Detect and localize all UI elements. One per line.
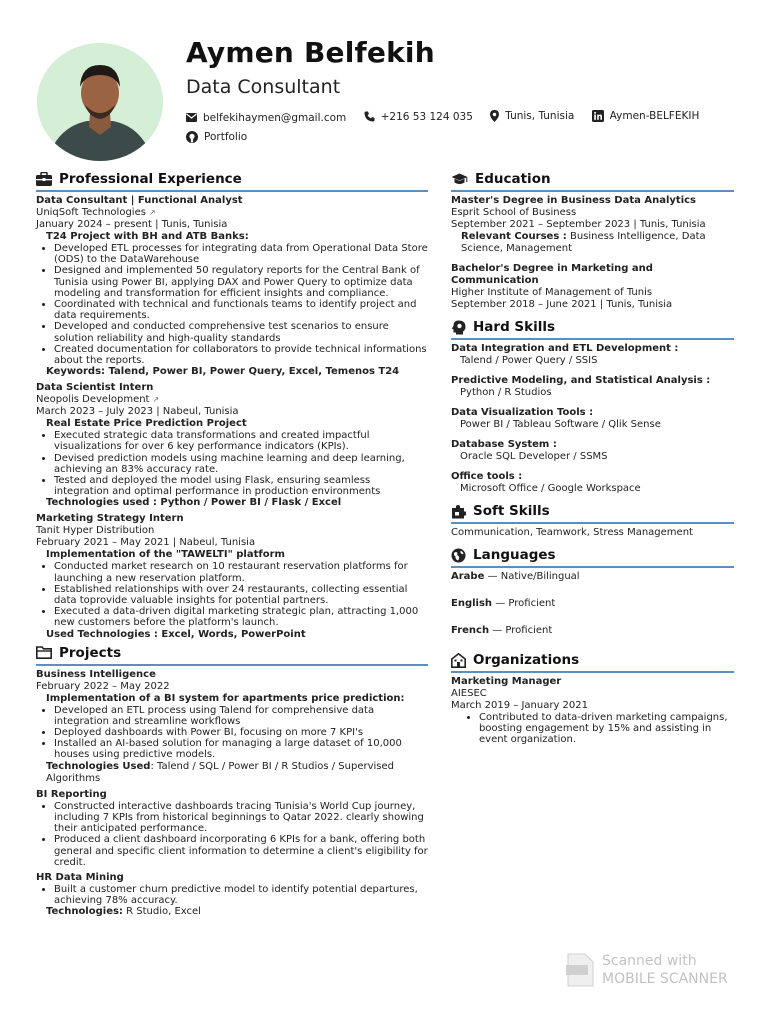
list-item: • Conducted market research on 10 restaurant reservation platforms for launching a new reservation platform.: [54, 561, 428, 583]
project-subtitle: Implementation of a BI system for apartments price prediction:: [46, 692, 405, 704]
project-name: HR Data Mining: [36, 871, 124, 883]
education-section-title: Education: [451, 171, 734, 192]
courses-line: Relevant Courses : Business Intelligence, Data Science, Management: [461, 231, 706, 254]
github-icon: [186, 131, 198, 143]
list-item: • Executed strategic data transformations and created impactful visualizations for over 6 key performance indicators (KPIs).: [54, 430, 428, 452]
school-name: Esprit School of Business: [451, 207, 577, 218]
list-item: • Contributed to data-driven marketing campaigns, boosting engagement by 15% and assisting in event organization.: [479, 712, 734, 746]
projects-section-title: Projects: [36, 645, 428, 666]
job-title: Data Consultant | Functional Analyst: [36, 195, 243, 206]
watermark-line2: MOBILE SCANNER: [602, 971, 728, 987]
company-name: Neopolis Development: [36, 394, 150, 406]
list-item: • Designed and implemented 50 regulatory reports for the Central Bank of Tunisia using Power BI, applying DAX and Power Query to optimize data modeling and transformation for efficient insights and compliance.: [54, 265, 428, 299]
left-column: [36, 171, 428, 918]
skill-category: Database System :: [451, 439, 557, 450]
project-title: Implementation of the "TAWELTI" platform: [46, 549, 285, 561]
list-item: • Built a customer churn predictive model to identify potential departures, achieving 78% accuracy.: [54, 884, 428, 906]
experience-entry: [36, 513, 428, 640]
job-date: January 2024 – present | Tunis, Tunisia: [36, 219, 228, 230]
skill-category: Data Visualization Tools :: [451, 407, 594, 418]
portfolio-link[interactable]: [186, 131, 247, 143]
org-date: March 2019 – January 2021: [451, 700, 589, 711]
project-title: T24 Project with BH and ATB Banks:: [46, 231, 249, 242]
bullet-list: [36, 884, 428, 906]
bullet-list: [461, 712, 734, 746]
location-text: Tunis, Tunisia: [505, 110, 575, 122]
project-entry: [36, 669, 428, 785]
language-item: French — Proficient: [451, 625, 553, 636]
company-name: Tanit Hyper Distribution: [36, 525, 155, 537]
mail-icon: [186, 113, 197, 122]
bullet-list: [36, 705, 428, 761]
skill-tools: Python / R Studios: [460, 387, 552, 398]
location-pin-icon: [490, 110, 499, 122]
keywords-line: Keywords: Talend, Power BI, Power Query, Excel, Temenos T24: [46, 366, 400, 378]
puzzle-icon: [451, 504, 466, 519]
list-item: • Created documentation for collaborators to provide technical informations about the reports.: [54, 344, 428, 366]
list-item: • Coordinated with technical and functionals teams to identify project and data requirements.: [54, 299, 428, 321]
graduation-cap-icon: [451, 173, 468, 186]
job-title: Data Scientist Intern: [36, 382, 154, 394]
skill-tools: Microsoft Office / Google Workspace: [460, 483, 641, 494]
job-title: Marketing Strategy Intern: [36, 513, 184, 525]
candidate-name: Aymen Belfekih: [186, 36, 435, 69]
list-item: • Developed and conducted comprehensive test scenarios to ensure solution reliability and high-quality standards: [54, 321, 428, 343]
list-item: • Installed an AI-based solution for managing a large dataset of 10,000 houses using predictive models.: [54, 738, 428, 760]
bullet-list: [36, 801, 428, 868]
list-item: • Devised prediction models using machine learning and deep learning, achieving an 83% accuracy rate.: [54, 453, 428, 475]
external-link-icon[interactable]: ↗: [152, 395, 160, 405]
experience-section-title: Professional Experience: [36, 171, 428, 192]
linkedin-link[interactable]: [592, 110, 700, 122]
keywords-line: Technologies used : Python / Power BI / Flask / Excel: [46, 497, 342, 509]
watermark-line1: Scanned with: [602, 953, 697, 969]
bullet-list: [36, 561, 428, 628]
project-name: Business Intelligence: [36, 668, 156, 680]
education-date: September 2018 – June 2021 | Tunis, Tunisia: [451, 299, 673, 310]
list-item: • Established relationships with over 24 restaurants, collecting essential data toprovide valuable insights for potential partners.: [54, 584, 428, 606]
skill-category: Predictive Modeling, and Statistical Analysis :: [451, 375, 711, 386]
keywords-line: Used Technologies : Excel, Words, PowerPoint: [46, 628, 306, 640]
technologies-line: Technologies Used: Talend / SQL / Power BI / R Studios / Supervised Algorithms: [46, 760, 394, 784]
phone-text: +216 53 124 035: [380, 110, 473, 123]
briefcase-icon: [36, 172, 52, 186]
scanner-watermark: [566, 952, 728, 988]
list-item: • Tested and deployed the model using Flask, ensuring seamless integration and optimal performance in production environments: [54, 475, 428, 497]
right-column: [451, 171, 734, 746]
education-date: September 2021 – September 2023 | Tunis, Tunisia: [451, 219, 706, 230]
location-item: [490, 110, 574, 122]
contact-row: [186, 110, 713, 125]
list-item: • Constructed interactive dashboards tracing Tunisia's World Cup journey, including 7 KPIs from historical beginnings to Qatar 2022. clearly showing their anticipated performance.: [54, 801, 428, 835]
list-item: • Executed a data-driven digital marketing strategic plan, attracting 1,000 new customers before the platform's launch.: [54, 606, 428, 628]
project-date: February 2022 – May 2022: [36, 680, 170, 692]
skill-category: Office tools :: [451, 471, 523, 482]
linkedin-icon: [592, 110, 604, 122]
org-name: AIESEC: [451, 688, 487, 699]
school-name: Higher Institute of Management of Tunis: [451, 287, 653, 298]
language-item: Arabe — Native/Bilingual: [451, 571, 580, 582]
project-entry: [36, 789, 428, 868]
list-item: • Developed ETL processes for integrating data from Operational Data Store (ODS) to the DataWarehouse: [54, 243, 428, 265]
skill-group: [451, 343, 734, 367]
company-name: UniqSoft Technologies: [36, 207, 146, 218]
degree-title: Bachelor's Degree in Marketing and Communication: [451, 263, 653, 286]
soft-skills-section-title: Soft Skills: [451, 503, 734, 524]
skill-category: Data Integration and ETL Development :: [451, 343, 679, 354]
project-name: BI Reporting: [36, 788, 107, 800]
brain-icon: [451, 320, 466, 335]
project-title: Real Estate Price Prediction Project: [46, 418, 247, 430]
org-role: Marketing Manager: [451, 676, 562, 687]
degree-title: Master's Degree in Business Data Analytics: [451, 195, 696, 206]
bullet-list: [36, 243, 428, 366]
email-link[interactable]: [186, 112, 346, 124]
technologies-line: Technologies: R Studio, Excel: [46, 906, 201, 918]
experience-entry: [36, 382, 428, 509]
external-link-icon[interactable]: ↗: [148, 208, 156, 217]
skill-tools: Oracle SQL Developer / SSMS: [460, 451, 608, 462]
skill-tools: Talend / Power Query / SSIS: [460, 355, 598, 366]
list-item: • Produced a client dashboard incorporating 6 KPIs for a bank, offering both general and specific client information to determine a client's eligibility for credit.: [54, 834, 428, 868]
language-item: English — Proficient: [451, 598, 556, 609]
portfolio-text: Portfolio: [204, 131, 248, 143]
skill-group: [451, 439, 734, 463]
building-icon: [451, 653, 466, 668]
phone-link[interactable]: [364, 111, 473, 123]
project-entry: [36, 872, 428, 918]
languages-section-title: Languages: [451, 547, 734, 568]
folder-icon: [36, 646, 52, 659]
skill-tools: Power BI / Tableau Software / Qlik Sense: [460, 419, 661, 430]
email-text: belfekihaymen@gmail.com: [203, 111, 347, 124]
globe-icon: [451, 548, 466, 563]
skill-group: [451, 471, 734, 495]
skill-group: [451, 375, 734, 399]
job-date: February 2021 – May 2021 | Nabeul, Tunisia: [36, 537, 256, 549]
organizations-section-title: Organizations: [451, 652, 734, 673]
skill-group: [451, 407, 734, 431]
job-date: March 2023 – July 2023 | Nabeul, Tunisia: [36, 406, 239, 418]
list-item: • Developed an ETL process using Talend for comprehensive data integration and streamline workflows: [54, 705, 428, 727]
experience-entry: [36, 195, 428, 378]
profile-photo: [37, 43, 163, 161]
candidate-role: Data Consultant: [186, 76, 341, 98]
list-item: • Deployed dashboards with Power BI, focusing on more 7 KPI's: [54, 727, 428, 738]
hard-skills-section-title: Hard Skills: [451, 319, 734, 340]
bullet-list: [36, 430, 428, 497]
pdf-icon: [566, 953, 594, 987]
linkedin-text: Aymen-BELFEKIH: [609, 110, 700, 122]
soft-skills-text: Communication, Teamwork, Stress Management: [451, 527, 693, 538]
phone-icon: [364, 111, 375, 122]
